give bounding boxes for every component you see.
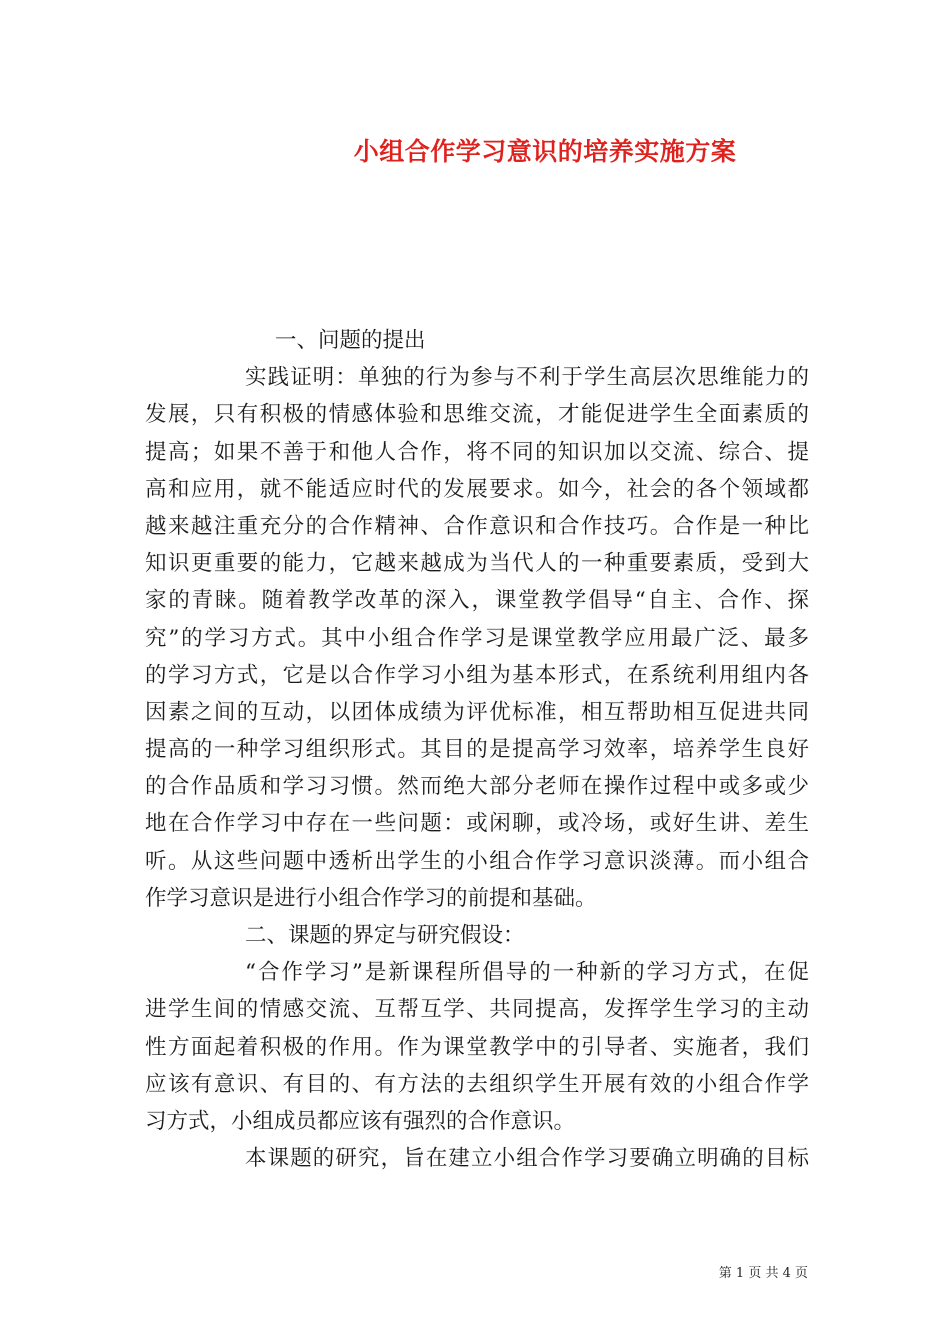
body-line: 作学习意识是进行小组合作学习的前提和基础。 [145, 885, 597, 911]
body-line: 的合作品质和学习习惯。然而绝大部分老师在操作过程中或多或少 [145, 774, 809, 800]
body-line: 进学生间的情感交流、互帮互学、共同提高，发挥学生学习的主动 [145, 997, 809, 1023]
body-line: 提高；如果不善于和他人合作，将不同的知识加以交流、综合、提 [145, 439, 809, 465]
body-line: 因素之间的互动，以团体成绩为评优标准，相互帮助相互促进共同 [145, 699, 809, 725]
page-footer: 第 1 页 共 4 页 [718, 1266, 808, 1281]
body-line: 的学习方式，它是以合作学习小组为基本形式，在系统利用组内各 [145, 662, 809, 688]
document-body [145, 322, 809, 1177]
body-line: 地在合作学习中存在一些问题：或闲聊，或冷场，或好生讲、差生 [145, 811, 809, 837]
body-line: 实践证明：单独的行为参与不利于学生高层次思维能力的 [245, 365, 809, 391]
body-line: “合作学习”是新课程所倡导的一种新的学习方式，在促 [245, 960, 809, 986]
body-line: 提高的一种学习组织形式。其目的是提高学习效率，培养学生良好 [145, 737, 809, 763]
body-line: 性方面起着积极的作用。作为课堂教学中的引导者、实施者，我们 [145, 1034, 809, 1060]
body-line: 习方式，小组成员都应该有强烈的合作意识。 [145, 1108, 576, 1134]
body-line: 究”的学习方式。其中小组合作学习是课堂教学应用最广泛、最多 [145, 625, 809, 651]
body-line: 听。从这些问题中透析出学生的小组合作学习意识淡薄。而小组合 [145, 848, 809, 874]
body-line: 高和应用，就不能适应时代的发展要求。如今，社会的各个领域都 [145, 476, 809, 502]
body-line: 越来越注重充分的合作精神、合作意识和合作技巧。合作是一种比 [145, 513, 809, 539]
body-line: 家的青睐。随着教学改革的深入，课堂教学倡导“自主、合作、探 [145, 588, 809, 614]
body-line: 一、问题的提出 [275, 328, 426, 353]
body-line: 发展，只有积极的情感体验和思维交流，才能促进学生全面素质的 [145, 402, 809, 428]
body-line: 应该有意识、有目的、有方法的去组织学生开展有效的小组合作学 [145, 1071, 809, 1097]
body-line: 知识更重要的能力，它越来越成为当代人的一种重要素质，受到大 [145, 551, 809, 577]
document-title: 小组合作学习意识的培养实施方案 [353, 137, 737, 166]
body-line: 二、课题的界定与研究假设： [245, 923, 525, 948]
body-line: 本课题的研究，旨在建立小组合作学习要确立明确的目标 [245, 1146, 809, 1172]
